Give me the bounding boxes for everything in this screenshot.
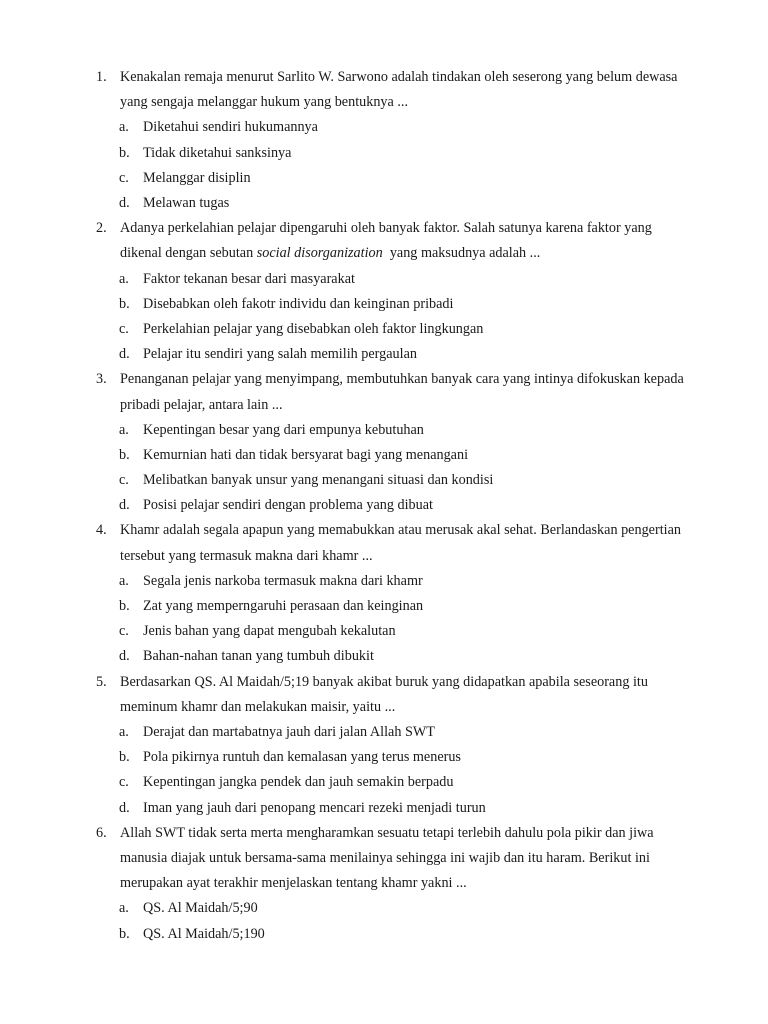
option-text: Kepentingan besar yang dari empunya kebutuhan xyxy=(143,421,424,438)
question-number: 3. xyxy=(96,371,107,388)
question-item xyxy=(0,821,768,947)
question-text-italic-term: social disorganization xyxy=(256,245,383,262)
option-item xyxy=(0,896,768,921)
question-text-start: Adanya perkelahian pelajar dipengaruhi oleh banyak faktor. Salah satunya karena faktor yang dikenal dengan sebutan xyxy=(120,220,652,262)
option-item xyxy=(0,166,768,191)
question-number: 6. xyxy=(96,824,107,841)
question-item xyxy=(0,65,768,216)
option-list xyxy=(0,720,768,821)
question-text: Berdasarkan QS. Al Maidah/5;19 banyak akibat buruk yang didapatkan apabila seseorang itu meminum khamr dan melakukan maisir, yaitu ... xyxy=(120,673,648,715)
option-letter: a. xyxy=(119,119,129,136)
option-text: Melawan tugas xyxy=(143,194,230,211)
option-letter: d. xyxy=(119,799,130,816)
question-list xyxy=(0,65,768,947)
option-text: Pola pikirnya runtuh dan kemalasan yang terus menerus xyxy=(143,749,461,766)
option-text: Jenis bahan yang dapat mengubah kekalutan xyxy=(143,623,396,640)
option-item xyxy=(0,141,768,166)
option-item xyxy=(0,796,768,821)
option-letter: b. xyxy=(119,598,130,615)
option-item xyxy=(0,191,768,216)
option-letter: b. xyxy=(119,295,130,312)
option-list xyxy=(0,267,768,368)
option-item xyxy=(0,922,768,947)
option-text: Faktor tekanan besar dari masyarakat xyxy=(143,270,355,287)
option-text: Zat yang memperngaruhi perasaan dan keinginan xyxy=(143,598,424,615)
option-text: Bahan-nahan tanan yang tumbuh dibukit xyxy=(143,648,374,665)
question-text-end: yang maksudnya adalah ... xyxy=(382,245,541,262)
option-text: Tidak diketahui sanksinya xyxy=(143,144,292,161)
option-item xyxy=(0,468,768,493)
option-list xyxy=(0,418,768,519)
option-item xyxy=(0,594,768,619)
option-item xyxy=(0,619,768,644)
option-item xyxy=(0,443,768,468)
question-item xyxy=(0,367,768,518)
option-list xyxy=(0,115,768,216)
question-item xyxy=(0,670,768,821)
option-item xyxy=(0,493,768,518)
option-letter: b. xyxy=(119,925,130,942)
option-item xyxy=(0,569,768,594)
option-letter: a. xyxy=(119,900,129,917)
question-number: 1. xyxy=(96,69,107,85)
question-item xyxy=(0,518,768,669)
option-letter: c. xyxy=(119,169,129,186)
option-letter: a. xyxy=(119,572,129,589)
option-text: Segala jenis narkoba termasuk makna dari khamr xyxy=(143,572,423,589)
option-item xyxy=(0,342,768,367)
option-letter: c. xyxy=(119,472,129,489)
question-text: Kenakalan remaja menurut Sarlito W. Sarwono adalah tindakan oleh seserong yang belum dewasa yang sengaja melanggar hukum yang bentuknya ... xyxy=(120,69,678,111)
option-item xyxy=(0,267,768,292)
option-text: Derajat dan martabatnya jauh dari jalan Allah SWT xyxy=(143,724,435,741)
option-letter: b. xyxy=(119,144,130,161)
option-item xyxy=(0,292,768,317)
option-text: Kepentingan jangka pendek dan jauh semakin berpadu xyxy=(143,774,454,791)
option-text: Melibatkan banyak unsur yang menangani situasi dan kondisi xyxy=(143,472,494,489)
option-item xyxy=(0,745,768,770)
option-item xyxy=(0,115,768,140)
option-text: Iman yang jauh dari penopang mencari rezeki menjadi turun xyxy=(143,799,486,816)
option-letter: c. xyxy=(119,320,129,337)
option-text: Posisi pelajar sendiri dengan problema yang dibuat xyxy=(143,497,433,514)
question-text: Khamr adalah segala apapun yang memabukkan atau merusak akal sehat. Berlandaskan pengertian tersebut yang termasuk makna dari khamr ... xyxy=(120,522,681,564)
option-item xyxy=(0,317,768,342)
option-list xyxy=(0,569,768,670)
question-item xyxy=(0,216,768,367)
question-text: Allah SWT tidak serta merta mengharamkan sesuatu tetapi terlebih dahulu pola pikir dan jiwa manusia diajak untuk bersama-sama menilainya sehingga ini wajib dan itu haram. Berikut ini merupakan ayat terakhir menjelaskan tentang khamr yakni ... xyxy=(120,824,654,892)
option-letter: c. xyxy=(119,623,129,640)
option-text: Kemurnian hati dan tidak bersyarat bagi yang menangani xyxy=(143,446,469,463)
option-letter: d. xyxy=(119,346,130,363)
question-number: 2. xyxy=(96,220,107,237)
option-letter: a. xyxy=(119,421,129,438)
option-item xyxy=(0,770,768,795)
option-item xyxy=(0,418,768,443)
option-text: QS. Al Maidah/5;190 xyxy=(143,925,265,942)
option-text: Pelajar itu sendiri yang salah memilih pergaulan xyxy=(143,346,417,363)
option-letter: b. xyxy=(119,749,130,766)
option-letter: d. xyxy=(119,194,130,211)
option-text: Melanggar disiplin xyxy=(143,169,251,186)
option-text: Diketahui sendiri hukumannya xyxy=(143,119,318,136)
option-letter: a. xyxy=(119,724,129,741)
option-letter: d. xyxy=(119,497,130,514)
option-item xyxy=(0,644,768,669)
option-letter: b. xyxy=(119,446,130,463)
question-number: 5. xyxy=(96,673,107,690)
option-list xyxy=(0,896,768,946)
question-text: Penanganan pelajar yang menyimpang, membutuhkan banyak cara yang intinya difokuskan kepada pribadi pelajar, antara lain ... xyxy=(120,371,684,413)
option-text: QS. Al Maidah/5;90 xyxy=(143,900,258,917)
option-letter: d. xyxy=(119,648,130,665)
option-item xyxy=(0,720,768,745)
question-text xyxy=(120,216,690,266)
option-letter: c. xyxy=(119,774,129,791)
option-letter: a. xyxy=(119,270,129,287)
question-number: 4. xyxy=(96,522,107,539)
option-text: Perkelahian pelajar yang disebabkan oleh faktor lingkungan xyxy=(143,320,484,337)
option-text: Disebabkan oleh fakotr individu dan keinginan pribadi xyxy=(143,295,454,312)
